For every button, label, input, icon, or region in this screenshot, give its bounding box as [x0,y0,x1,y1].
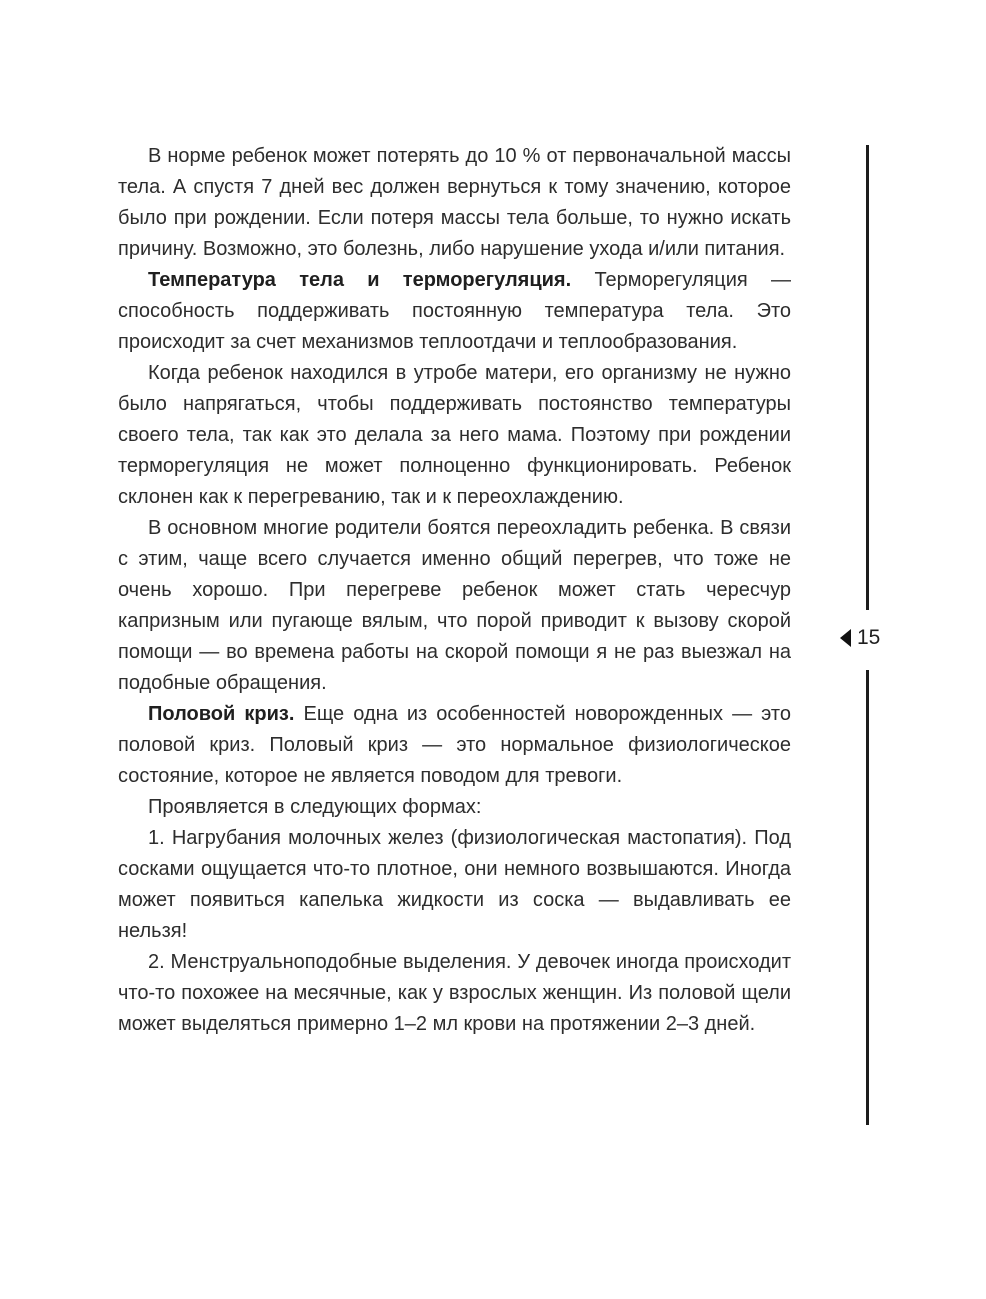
page-number-marker [840,622,880,654]
paragraph [118,699,791,792]
paragraph [118,947,791,1040]
paragraph-text: Еще одна из особенностей новорожденных — это половой криз. Половый криз — это нормальное физиологическое состояние, которое не является поводом для тревоги. [118,703,791,787]
paragraph-lead: Температура тела и терморегуляция. [148,269,572,291]
page-number: 15 [857,626,881,649]
paragraph [118,823,791,947]
text-column [118,141,791,1040]
paragraph-lead: Половой криз. [148,703,295,725]
paragraph [118,265,791,358]
paragraph-text: Проявляется в следующих формах: [148,796,482,818]
right-margin-rule-bottom [866,670,869,1125]
paragraph-text: Терморегуляция — способность поддерживать постоянную температура тела. Это происходит за счет механизмов теплоотдачи и теплообразования. [118,269,791,353]
paragraph-text: Когда ребенок находился в утробе матери, его организму не нужно было напрягаться, чтобы поддерживать постоянство температуры своего тела, так как это делала за него мама. Поэтому при рождении терморегуляция не может полноценно функционировать. Ребенок склонен как к перегреванию, так и к переохлаждению. [118,362,791,508]
paragraph [118,513,791,699]
paragraph-text: 2. Менструальноподобные выделения. У девочек иногда происходит что-то похожее на месячные, как у взрослых женщин. Из половой щели может выделяться примерно 1–2 мл крови на протяжении 2–3 дней. [118,951,791,1035]
page-marker-icon [840,629,851,647]
paragraph [118,792,791,823]
paragraph [118,358,791,513]
paragraph-text: 1. Нагрубания молочных желез (физиологическая мастопатия). Под сосками ощущается что-то плотное, они немного возвышаются. Иногда может появиться капелька жидкости из соска — выдавливать ее нельзя! [118,827,791,942]
right-margin-rule-top [866,145,869,610]
paragraph [118,141,791,265]
paragraph-text: В норме ребенок может потерять до 10 % от первоначальной массы тела. А спустя 7 дней вес должен вернуться к тому значению, которое было при рождении. Если потеря массы тела больше, то нужно искать причину. Возможно, это болезнь, либо нарушение ухода и/или питания. [118,145,791,260]
paragraph-text: В основном многие родители боятся переохладить ребенка. В связи с этим, чаще всего случается именно общий перегрев, что тоже не очень хорошо. При перегреве ребенок может стать чересчур капризным или пугающе вялым, что порой приводит к вызову скорой помощи — во времена работы на скорой помощи я не раз выезжал на подобные обращения. [118,517,791,694]
